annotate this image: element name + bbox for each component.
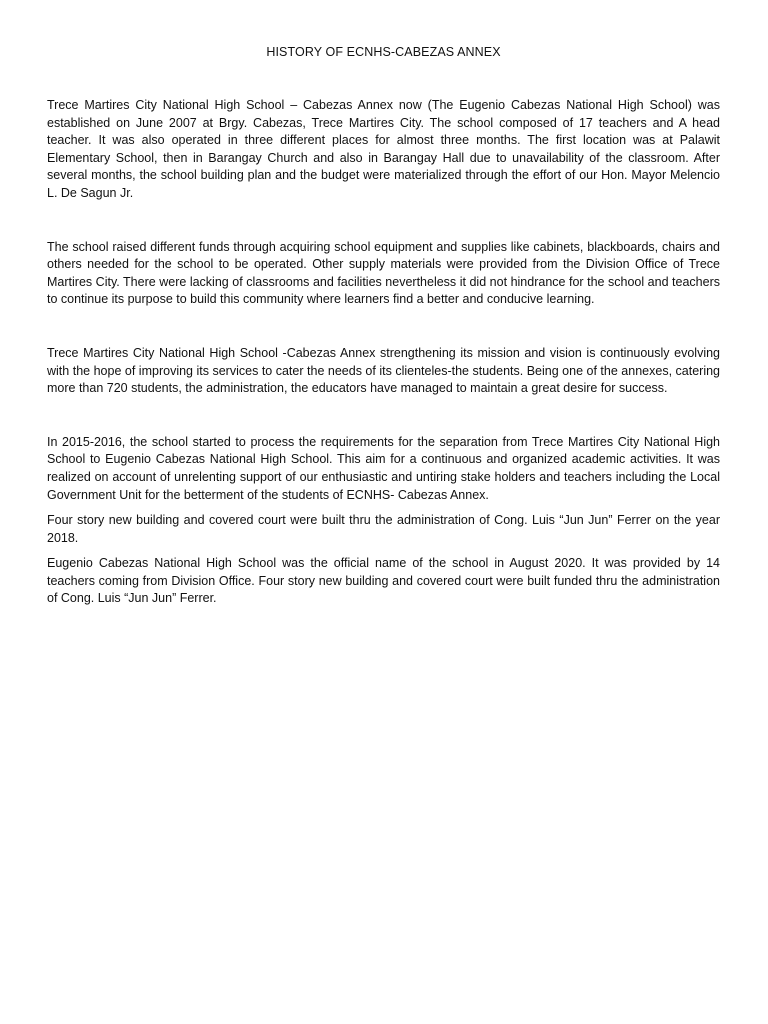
paragraph-funds: The school raised different funds through acquiring school equipment and supplies like cabinets, blackboards, chairs and others needed for the school to be operated. Other supply materials were provided from the Division Office of Trece Martires City. There were lacking of classrooms and facilities nevertheless it did not hindrance for the school and teachers to continue its purpose to build this community where learners find a better and conducive learning. <box>47 239 720 307</box>
paragraph-separation: In 2015-2016, the school started to process the requirements for the separation from Trece Martires City National High School to Eugenio Cabezas National High School. This aim for a continuous and organized academic activities. It was realized on account of unrelenting support of our enthusiastic and untiring stake holders and teachers including the Local Government Unit for the betterment of the students of ECNHS- Cabezas Annex. <box>47 434 720 502</box>
paragraph-official-name: Eugenio Cabezas National High School was the official name of the school in August 2020. It was provided by 14 teachers coming from Division Office. Four story new building and covered court were built funded thru the administration of Cong. Luis “Jun Jun” Ferrer. <box>47 556 720 606</box>
paragraph-building-2018: Four story new building and covered court were built thru the administration of Cong. Luis “Jun Jun” Ferrer on the year 2018. <box>47 513 720 545</box>
document-title: HISTORY OF ECNHS-CABEZAS ANNEX <box>266 45 501 59</box>
paragraph-mission: Trece Martires City National High School -Cabezas Annex strengthening its mission and vision is continuously evolving with the hope of improving its services to cater the needs of its clienteles-the students. Being one of the annexes, catering more than 720 students, the administration, the educators have managed to maintain a great desire for success. <box>47 345 720 396</box>
paragraph-founding: Trece Martires City National High School – Cabezas Annex now (The Eugenio Cabezas National High School) was established on June 2007 at Brgy. Cabezas, Trece Martires City. The school composed of 17 teachers and A head teacher. It was also operated in three different places for almost three months. The first location was at Palawit Elementary School, then in Barangay Church and also in Barangay Hall due to unavailability of the classroom. After several months, the school building plan and the budget were materialized through the effort of our Hon. Mayor Melencio L. De Sagun Jr. <box>47 98 720 200</box>
